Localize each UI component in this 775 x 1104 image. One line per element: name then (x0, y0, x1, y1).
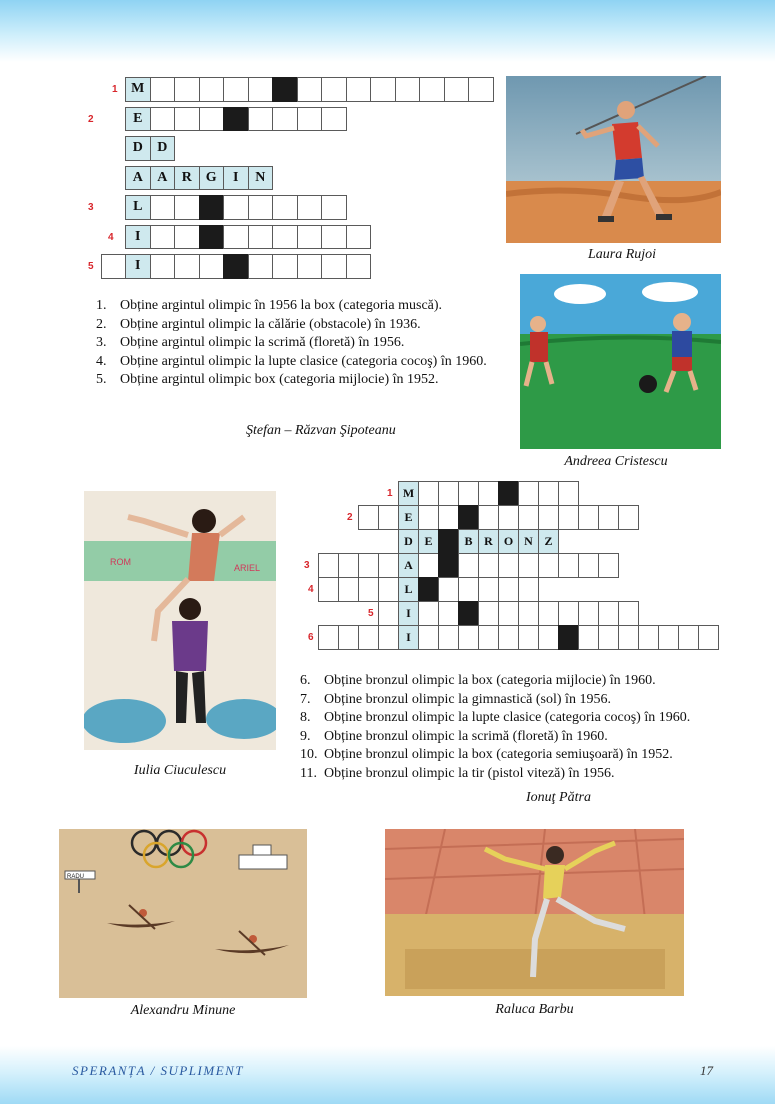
crossword-argint-row-number: 3 (88, 202, 94, 213)
crossword-bronz-cell (438, 601, 459, 626)
crossword-bronz-cell (558, 601, 579, 626)
gymnast-drawing (385, 829, 684, 996)
crossword-bronz-cell (458, 625, 479, 650)
crossword-bronz-cell (318, 625, 339, 650)
crossword-bronz-cell (558, 553, 579, 578)
crossword-bronz-row-number: 3 (304, 560, 310, 571)
crossword-argint-row-number: 2 (88, 113, 94, 125)
crossword-bronz-credit: Ionuţ Pătra (526, 790, 591, 805)
clue-number: 10. (300, 747, 318, 762)
clue-text: Obține bronzul olimpic la gimnastică (sol) în 1956. (324, 691, 611, 707)
crossword-bronz-cell (378, 625, 399, 650)
crossword-argint-row-number: 1 (112, 84, 118, 95)
clue-number: 2. (96, 316, 107, 332)
crossword-argint-cell: N (248, 166, 274, 191)
crossword-bronz-row-number: 2 (347, 512, 353, 523)
crossword-bronz-key-cell: E (398, 505, 419, 530)
crossword-bronz-row-number: 1 (387, 488, 393, 499)
football-drawing (520, 274, 721, 449)
clue-text: Obține bronzul olimpic la lupte clasice (categoria cocoş) în 1960. (324, 710, 691, 725)
clue-text: Obține bronzul olimpic la box (categoria semiuşoară) în 1952. (324, 747, 673, 762)
crossword-argint-cell: I (223, 166, 249, 191)
crossword-bronz-cell (378, 505, 399, 530)
crossword-argint-row-number: 4 (108, 231, 114, 243)
crossword-bronz-cell (558, 505, 579, 530)
crossword-bronz-cell (418, 481, 439, 506)
crossword-bronz-black-cell (498, 481, 519, 506)
crossword-bronz-cell (538, 625, 559, 650)
crossword-bronz-cell (678, 625, 699, 650)
crossword-bronz-cell (358, 505, 379, 530)
crossword-bronz-cell (438, 481, 459, 506)
crossword-bronz-cell (438, 505, 459, 530)
clue-item (300, 672, 722, 691)
crossword-bronz-cell (418, 625, 439, 650)
canoe-drawing (59, 829, 307, 998)
crossword-bronz-cell (318, 553, 339, 578)
crossword-bronz-black-cell (458, 505, 479, 530)
crossword-bronz-cell (378, 577, 399, 602)
crossword-bronz-cell (478, 577, 499, 602)
crossword-bronz-black-cell (558, 625, 579, 650)
crossword-bronz-cell (478, 625, 499, 650)
crossword-bronz-cell: N (518, 529, 539, 554)
skating-caption: Iulia Ciuculescu (133, 763, 227, 778)
crossword-bronz-row-number: 6 (308, 632, 314, 643)
banner-text-right: ARIEL (234, 563, 261, 573)
crossword-bronz-cell (618, 505, 639, 530)
crossword-bronz-cell (418, 505, 439, 530)
crossword-bronz-cell (358, 553, 379, 578)
figure-skating-drawing (84, 491, 276, 750)
crossword-bronz-row-number: 5 (368, 608, 374, 619)
crossword-bronz-cell (538, 505, 559, 530)
clue-item (300, 691, 722, 710)
crossword-bronz-cell (658, 625, 679, 650)
crossword-bronz-cell (538, 481, 559, 506)
clue-number: 1. (96, 298, 107, 313)
crossword-bronz-cell (518, 601, 539, 626)
crossword-bronz-cell (438, 625, 459, 650)
clue-text: Obține argintul olimpic în 1956 la box (categoria muscă). (120, 298, 443, 313)
clue-text: Obține bronzul olimpic la box (categoria mijlocie) în 1960. (324, 673, 656, 688)
crossword-bronz-black-cell (418, 577, 439, 602)
crossword-bronz-cell: B (458, 529, 479, 554)
canoe-caption: Alexandru Minune (130, 1003, 236, 1018)
crossword-bronz-cell: E (418, 529, 439, 554)
clue-text: Obține bronzul olimpic la scrimă (floretă) în 1960. (324, 728, 608, 744)
crossword-bronz-cell (598, 505, 619, 530)
clue-text: Obține argintul olimpic box (categoria mijlocie) în 1952. (120, 372, 439, 387)
crossword-bronz-cell (518, 481, 539, 506)
clue-number: 4. (96, 353, 107, 369)
clue-number: 6. (300, 673, 311, 688)
crossword-bronz-cell (598, 625, 619, 650)
crossword-bronz-cell (478, 601, 499, 626)
clue-number: 11. (300, 765, 317, 781)
crossword-bronz-row-number: 4 (308, 584, 314, 595)
crossword-argint-cell: D (150, 136, 176, 161)
crossword-bronz-cell (498, 505, 519, 530)
crossword-bronz-cell (478, 505, 499, 530)
crossword-argint-cell: A (150, 166, 176, 191)
crossword-bronz-cell (578, 625, 599, 650)
crossword-argint-key-cell: E (125, 107, 151, 132)
clue-text: Obține bronzul olimpic la tir (pistol viteză) în 1956. (324, 765, 615, 781)
crossword-bronz-key-cell: M (398, 481, 419, 506)
crossword-bronz-cell (418, 553, 439, 578)
page-number: 17 (700, 1063, 713, 1078)
publication-title: SPERANȚA / SUPLIMENT (72, 1063, 245, 1078)
football-caption: Andreea Cristescu (564, 454, 668, 469)
crossword-bronz-cell (458, 481, 479, 506)
crossword-bronz-cell (558, 481, 579, 506)
clue-item (300, 765, 722, 784)
javelin-drawing (506, 76, 721, 243)
crossword-bronz-cell (498, 577, 519, 602)
crossword-argint-cell: G (199, 166, 225, 191)
crossword-bronz-black-cell (458, 601, 479, 626)
crossword-bronz-cell (358, 577, 379, 602)
crossword-argint-key-cell: L (125, 195, 151, 220)
crossword-bronz-cell (578, 601, 599, 626)
javelin-caption: Laura Rujoi (587, 247, 657, 262)
crossword-bronz-cell (378, 553, 399, 578)
crossword-bronz-black-cell (438, 553, 459, 578)
crossword-bronz-cell (538, 553, 559, 578)
clue-number: 3. (96, 335, 107, 350)
crossword-argint-row-number: 5 (88, 261, 94, 272)
crossword-argint-key-cell: I (125, 225, 151, 250)
clue-number: 5. (96, 372, 107, 387)
crossword-bronz-cell (598, 601, 619, 626)
crossword-bronz-cell (698, 625, 719, 650)
crossword-bronz-cell (518, 577, 539, 602)
clue-item (300, 709, 722, 728)
crossword-bronz-cell (578, 505, 599, 530)
clue-number: 9. (300, 728, 311, 744)
crossword-bronz-cell: R (478, 529, 499, 554)
crossword-bronz-cell (578, 553, 599, 578)
crossword-bronz-cell (418, 601, 439, 626)
crossword-bronz-clues (300, 672, 722, 783)
crossword-bronz-cell (518, 505, 539, 530)
crossword-bronz-cell (498, 601, 519, 626)
crossword-argint-key-cell: I (125, 254, 151, 279)
crossword-argint-key-cell: A (125, 166, 151, 191)
clue-text: Obține argintul olimpic la călărie (obstacole) în 1936. (120, 316, 421, 332)
clue-text: Obține argintul olimpic la lupte clasice (categoria cocoş) în 1960. (120, 353, 487, 369)
crossword-bronz-cell: Z (538, 529, 559, 554)
crossword-argint-key-cell: D (125, 136, 151, 161)
clue-number: 7. (300, 691, 311, 707)
finish-sign-text: RADU (67, 874, 85, 880)
crossword-bronz-cell (438, 577, 459, 602)
crossword-bronz-cell (598, 553, 619, 578)
crossword-bronz-cell (518, 553, 539, 578)
crossword-bronz-key-cell: I (398, 601, 419, 626)
crossword-bronz-cell (338, 553, 359, 578)
crossword-bronz-cell (498, 625, 519, 650)
crossword-bronz-cell (538, 601, 559, 626)
crossword-bronz-cell (478, 481, 499, 506)
crossword-bronz-cell: O (498, 529, 519, 554)
crossword-bronz-cell (338, 625, 359, 650)
crossword-bronz-cell (378, 601, 399, 626)
crossword-argint-credit: Ştefan – Răzvan Şipoteanu (246, 423, 396, 438)
crossword-bronz-key-cell: L (398, 577, 419, 602)
crossword-bronz-key-cell: A (398, 553, 419, 578)
clue-item (300, 728, 722, 747)
crossword-bronz-cell (478, 553, 499, 578)
crossword-argint-key-cell: M (125, 77, 151, 102)
crossword-bronz-cell (618, 601, 639, 626)
gymnast-caption: Raluca Barbu (495, 1002, 574, 1017)
crossword-bronz-cell (638, 625, 659, 650)
clue-item (300, 746, 722, 765)
crossword-bronz-cell (318, 577, 339, 602)
crossword-bronz-cell (358, 625, 379, 650)
banner-text-left: ROM (110, 557, 131, 567)
crossword-bronz-cell (498, 553, 519, 578)
crossword-bronz-cell (458, 553, 479, 578)
crossword-bronz-black-cell (438, 529, 459, 554)
clue-text: Obține argintul olimpic la scrimă (floretă) în 1956. (120, 335, 405, 350)
crossword-bronz-key-cell: I (398, 625, 419, 650)
clue-number: 8. (300, 710, 311, 725)
crossword-bronz-cell (618, 625, 639, 650)
crossword-argint-cell: R (174, 166, 200, 191)
crossword-bronz-cell (518, 625, 539, 650)
crossword-bronz-cell (338, 577, 359, 602)
crossword-bronz-cell (458, 577, 479, 602)
crossword-bronz-key-cell: D (398, 529, 419, 554)
